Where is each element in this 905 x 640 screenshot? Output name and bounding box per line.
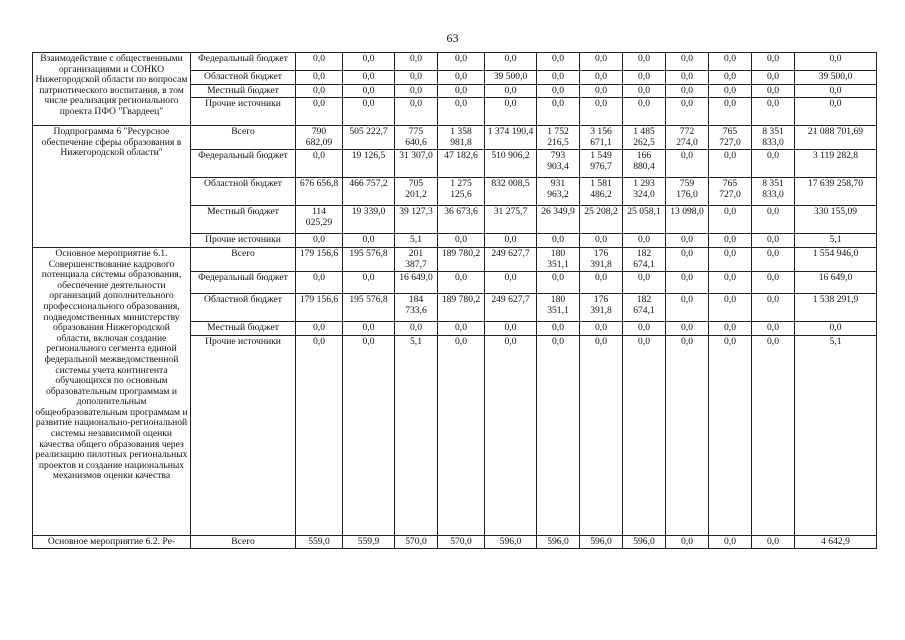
amount-cell: 0,0 — [752, 335, 795, 535]
amount-cell: 0,0 — [752, 150, 795, 178]
amount-cell: 0,0 — [709, 206, 752, 234]
amount-cell: 176 391,8 — [580, 247, 623, 271]
table-row — [33, 247, 877, 271]
section-title: Взаимодействие с общественными организациями и СОНКО Нижегородской области по вопросам патриотического воспитания, в том числе реализация регионального проекта ПФО "Гвардеец" — [33, 53, 191, 126]
amount-cell: 47 182,6 — [438, 150, 485, 178]
amount-cell: 31 307,0 — [395, 150, 438, 178]
amount-cell: 0,0 — [485, 234, 537, 248]
amount-cell: 0,0 — [296, 150, 343, 178]
amount-cell: 4 642,9 — [795, 535, 877, 549]
amount-cell: 0,0 — [752, 98, 795, 126]
amount-cell: 180 351,1 — [537, 294, 580, 322]
amount-cell: 596,0 — [623, 535, 666, 549]
amount-cell: 31 275,7 — [485, 206, 537, 234]
amount-cell: 0,0 — [438, 234, 485, 248]
amount-cell: 166 880,4 — [623, 150, 666, 178]
funding-source: Областной бюджет — [191, 71, 296, 85]
amount-cell: 0,0 — [485, 84, 537, 98]
amount-cell: 0,0 — [666, 322, 709, 336]
amount-cell: 0,0 — [623, 272, 666, 294]
amount-cell: 179 156,6 — [296, 294, 343, 322]
funding-source: Местный бюджет — [191, 84, 296, 98]
amount-cell: 0,0 — [485, 53, 537, 71]
amount-cell: 0,0 — [580, 234, 623, 248]
amount-cell: 0,0 — [296, 53, 343, 71]
amount-cell: 0,0 — [580, 53, 623, 71]
amount-cell: 0,0 — [395, 84, 438, 98]
budget-table — [32, 52, 877, 549]
amount-cell: 5,1 — [795, 234, 877, 248]
amount-cell: 0,0 — [752, 535, 795, 549]
budget-table-body — [33, 53, 877, 549]
amount-cell: 0,0 — [709, 272, 752, 294]
amount-cell: 189 780,2 — [438, 294, 485, 322]
funding-source: Федеральный бюджет — [191, 150, 296, 178]
amount-cell: 5,1 — [395, 335, 438, 535]
amount-cell: 249 627,7 — [485, 247, 537, 271]
amount-cell: 114 025,29 — [296, 206, 343, 234]
amount-cell: 0,0 — [485, 272, 537, 294]
amount-cell: 0,0 — [537, 272, 580, 294]
amount-cell: 466 757,2 — [343, 178, 395, 206]
amount-cell: 759 176,0 — [666, 178, 709, 206]
amount-cell: 182 674,1 — [623, 294, 666, 322]
amount-cell: 772 274,0 — [666, 126, 709, 150]
amount-cell: 0,0 — [580, 335, 623, 535]
amount-cell: 0,0 — [752, 71, 795, 85]
amount-cell: 0,0 — [623, 335, 666, 535]
amount-cell: 0,0 — [709, 98, 752, 126]
amount-cell: 0,0 — [623, 98, 666, 126]
amount-cell: 0,0 — [795, 53, 877, 71]
amount-cell: 0,0 — [666, 84, 709, 98]
amount-cell: 0,0 — [795, 84, 877, 98]
amount-cell: 330 155,09 — [795, 206, 877, 234]
amount-cell: 1 374 190,4 — [485, 126, 537, 150]
amount-cell: 0,0 — [485, 335, 537, 535]
amount-cell: 0,0 — [537, 98, 580, 126]
funding-source: Областной бюджет — [191, 294, 296, 322]
amount-cell: 0,0 — [666, 335, 709, 535]
amount-cell: 0,0 — [343, 98, 395, 126]
amount-cell: 0,0 — [296, 335, 343, 535]
amount-cell: 0,0 — [666, 247, 709, 271]
amount-cell: 765 727,0 — [709, 126, 752, 150]
amount-cell: 775 640,6 — [395, 126, 438, 150]
amount-cell: 0,0 — [343, 322, 395, 336]
amount-cell: 0,0 — [296, 84, 343, 98]
amount-cell: 182 674,1 — [623, 247, 666, 271]
amount-cell: 0,0 — [296, 98, 343, 126]
table-row — [33, 53, 877, 71]
amount-cell: 25 208,2 — [580, 206, 623, 234]
amount-cell: 705 201,2 — [395, 178, 438, 206]
amount-cell: 1 485 262,5 — [623, 126, 666, 150]
amount-cell: 0,0 — [537, 335, 580, 535]
amount-cell: 0,0 — [537, 53, 580, 71]
amount-cell: 0,0 — [580, 84, 623, 98]
amount-cell: 832 008,5 — [485, 178, 537, 206]
amount-cell: 765 727,0 — [709, 178, 752, 206]
amount-cell: 176 391,8 — [580, 294, 623, 322]
amount-cell: 0,0 — [537, 234, 580, 248]
amount-cell: 0,0 — [752, 322, 795, 336]
amount-cell: 13 098,0 — [666, 206, 709, 234]
amount-cell: 36 673,6 — [438, 206, 485, 234]
amount-cell: 0,0 — [537, 71, 580, 85]
amount-cell: 0,0 — [296, 272, 343, 294]
amount-cell: 21 088 701,69 — [795, 126, 877, 150]
section-title: Подпрограмма 6 "Ресурсное обеспечение сферы образования в Нижегородской области" — [33, 126, 191, 248]
page-number: 63 — [446, 31, 459, 45]
amount-cell: 0,0 — [438, 335, 485, 535]
amount-cell: 0,0 — [709, 234, 752, 248]
amount-cell: 0,0 — [537, 322, 580, 336]
amount-cell: 1 581 486,2 — [580, 178, 623, 206]
amount-cell: 0,0 — [438, 322, 485, 336]
amount-cell: 0,0 — [709, 322, 752, 336]
amount-cell: 0,0 — [752, 247, 795, 271]
amount-cell: 195 576,8 — [343, 294, 395, 322]
funding-source: Всего — [191, 126, 296, 150]
funding-source: Местный бюджет — [191, 206, 296, 234]
amount-cell: 0,0 — [580, 71, 623, 85]
amount-cell: 0,0 — [438, 98, 485, 126]
amount-cell: 26 349,9 — [537, 206, 580, 234]
amount-cell: 0,0 — [709, 53, 752, 71]
amount-cell: 16 649,0 — [395, 272, 438, 294]
amount-cell: 0,0 — [709, 294, 752, 322]
amount-cell: 0,0 — [343, 84, 395, 98]
amount-cell: 1 293 324,0 — [623, 178, 666, 206]
table-row — [33, 126, 877, 150]
amount-cell: 39 127,3 — [395, 206, 438, 234]
amount-cell: 0,0 — [752, 53, 795, 71]
amount-cell: 189 780,2 — [438, 247, 485, 271]
table-row — [33, 535, 877, 549]
amount-cell: 0,0 — [343, 53, 395, 71]
amount-cell: 0,0 — [580, 272, 623, 294]
amount-cell: 0,0 — [709, 150, 752, 178]
amount-cell: 0,0 — [395, 71, 438, 85]
amount-cell: 19 126,5 — [343, 150, 395, 178]
amount-cell: 0,0 — [343, 71, 395, 85]
amount-cell: 8 351 833,0 — [752, 126, 795, 150]
amount-cell: 1 538 291,9 — [795, 294, 877, 322]
amount-cell: 0,0 — [666, 294, 709, 322]
amount-cell: 0,0 — [709, 335, 752, 535]
amount-cell: 0,0 — [537, 84, 580, 98]
amount-cell: 0,0 — [395, 322, 438, 336]
amount-cell: 0,0 — [296, 71, 343, 85]
amount-cell: 0,0 — [666, 98, 709, 126]
amount-cell: 3 156 671,1 — [580, 126, 623, 150]
amount-cell: 0,0 — [580, 98, 623, 126]
amount-cell: 0,0 — [343, 272, 395, 294]
amount-cell: 1 549 976,7 — [580, 150, 623, 178]
amount-cell: 676 656,8 — [296, 178, 343, 206]
section-title: Основное мероприятие 6.1. Совершенствование кадрового потенциала системы образования, обеспечение деятельности организаций дополнительного профессионального образования, подведомственных министерству образования Нижегородской области, включая создание регионального сегмента единой федеральной межведомственной системы учета контингента обучающихся по основным образовательным программам и дополнительным общеобразовательным программам и развитие национально-региональной системы независимой оценки качества общего образования через реализацию пилотных региональных проектов и создание национальных механизмов оценки качества — [33, 247, 191, 535]
amount-cell: 0,0 — [709, 84, 752, 98]
amount-cell: 0,0 — [709, 71, 752, 85]
amount-cell: 184 733,6 — [395, 294, 438, 322]
amount-cell: 0,0 — [666, 150, 709, 178]
amount-cell: 0,0 — [296, 234, 343, 248]
funding-source: Областной бюджет — [191, 178, 296, 206]
funding-source: Всего — [191, 535, 296, 549]
amount-cell: 0,0 — [795, 98, 877, 126]
amount-cell: 0,0 — [438, 53, 485, 71]
amount-cell: 0,0 — [666, 71, 709, 85]
amount-cell: 0,0 — [438, 71, 485, 85]
amount-cell: 790 682,09 — [296, 126, 343, 150]
amount-cell: 510 906,2 — [485, 150, 537, 178]
amount-cell: 0,0 — [395, 98, 438, 126]
amount-cell: 559,9 — [343, 535, 395, 549]
amount-cell: 180 351,1 — [537, 247, 580, 271]
amount-cell: 1 554 946,0 — [795, 247, 877, 271]
amount-cell: 0,0 — [795, 322, 877, 336]
amount-cell: 1 275 125,6 — [438, 178, 485, 206]
amount-cell: 8 351 833,0 — [752, 178, 795, 206]
amount-cell: 179 156,6 — [296, 247, 343, 271]
amount-cell: 5,1 — [395, 234, 438, 248]
amount-cell: 39 500,0 — [485, 71, 537, 85]
amount-cell: 931 963,2 — [537, 178, 580, 206]
funding-source: Местный бюджет — [191, 322, 296, 336]
funding-source: Прочие источники — [191, 234, 296, 248]
amount-cell: 25 058,1 — [623, 206, 666, 234]
amount-cell: 201 387,7 — [395, 247, 438, 271]
amount-cell: 0,0 — [438, 84, 485, 98]
amount-cell: 249 627,7 — [485, 294, 537, 322]
amount-cell: 5,1 — [795, 335, 877, 535]
amount-cell: 1 752 216,5 — [537, 126, 580, 150]
amount-cell: 0,0 — [709, 535, 752, 549]
amount-cell: 0,0 — [343, 335, 395, 535]
amount-cell: 0,0 — [709, 247, 752, 271]
amount-cell: 17 639 258,70 — [795, 178, 877, 206]
amount-cell: 0,0 — [395, 53, 438, 71]
amount-cell: 0,0 — [666, 272, 709, 294]
amount-cell: 0,0 — [343, 234, 395, 248]
amount-cell: 195 576,8 — [343, 247, 395, 271]
funding-source: Всего — [191, 247, 296, 271]
amount-cell: 0,0 — [752, 272, 795, 294]
amount-cell: 19 339,0 — [343, 206, 395, 234]
amount-cell: 793 903,4 — [537, 150, 580, 178]
amount-cell: 0,0 — [623, 71, 666, 85]
amount-cell: 596,0 — [537, 535, 580, 549]
amount-cell: 505 222,7 — [343, 126, 395, 150]
amount-cell: 16 649,0 — [795, 272, 877, 294]
funding-source: Прочие источники — [191, 98, 296, 126]
section-title: Основное мероприятие 6.2. Ре- — [33, 535, 191, 549]
funding-source: Федеральный бюджет — [191, 53, 296, 71]
funding-source: Федеральный бюджет — [191, 272, 296, 294]
amount-cell: 0,0 — [296, 322, 343, 336]
amount-cell: 0,0 — [485, 98, 537, 126]
amount-cell: 570,0 — [395, 535, 438, 549]
amount-cell: 0,0 — [752, 206, 795, 234]
amount-cell: 0,0 — [752, 294, 795, 322]
amount-cell: 570,0 — [438, 535, 485, 549]
amount-cell: 559,0 — [296, 535, 343, 549]
amount-cell: 0,0 — [623, 84, 666, 98]
amount-cell: 0,0 — [438, 272, 485, 294]
amount-cell: 0,0 — [623, 322, 666, 336]
amount-cell: 1 358 981,8 — [438, 126, 485, 150]
amount-cell: 0,0 — [623, 53, 666, 71]
amount-cell: 39 500,0 — [795, 71, 877, 85]
amount-cell: 0,0 — [485, 322, 537, 336]
amount-cell: 0,0 — [752, 84, 795, 98]
amount-cell: 596,0 — [580, 535, 623, 549]
funding-source: Прочие источники — [191, 335, 296, 535]
amount-cell: 596,0 — [485, 535, 537, 549]
amount-cell: 3 119 282,8 — [795, 150, 877, 178]
amount-cell: 0,0 — [752, 234, 795, 248]
amount-cell: 0,0 — [623, 234, 666, 248]
amount-cell: 0,0 — [666, 535, 709, 549]
amount-cell: 0,0 — [666, 53, 709, 71]
amount-cell: 0,0 — [580, 322, 623, 336]
amount-cell: 0,0 — [666, 234, 709, 248]
